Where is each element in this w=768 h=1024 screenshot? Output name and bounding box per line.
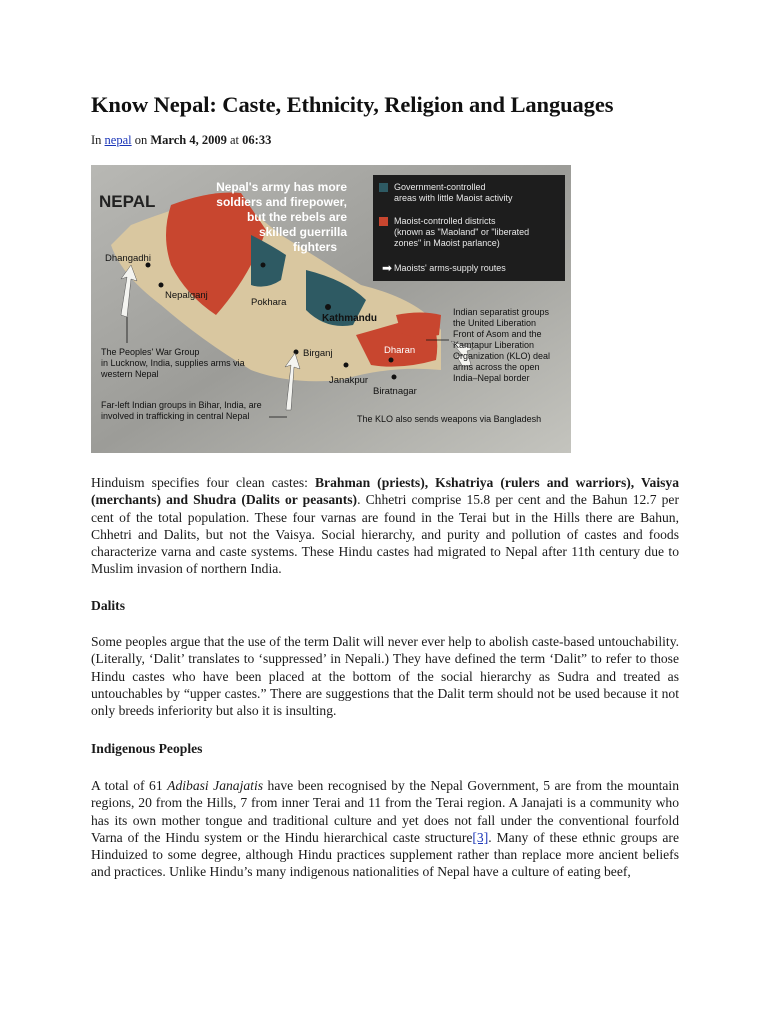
annotation-text: western Nepal <box>101 369 159 379</box>
meta-at-label: at <box>230 133 240 147</box>
legend-routes-text: Maoists' arms-supply routes <box>394 263 506 273</box>
italic-term: Adibasi Janajatis <box>167 778 264 793</box>
bold-castes: Brahman (priests), Kshatriya (rulers and warriors), Vaisya (merchants) and Shudra (Dalits or peasants) <box>91 475 679 508</box>
annotation-text: Far-left Indian groups in Bihar, India, are <box>101 400 262 410</box>
legend-swatch-maoist <box>379 217 388 226</box>
city-label: Nepalganj <box>165 290 208 301</box>
paragraph-dalits: Some peoples argue that the use of the term Dalit will never ever help to abolish caste-based untouchability. (Literally, ‘Dalit’ translates to ‘suppressed’ in Nepali.) They have defined the term ‘Dalit” to refer to those Hindu castes who have been placed at the bottom of the social hierarchy as Sudra and treated as untouchables by “upper castes.” There are suggestions that the Dalit term should not be used because it not only breeds inferiority but also it is insulting. <box>91 634 679 719</box>
text-span: . Many of these ethnic groups are Hinduized to some degree, although Hindu practices supplement rather than replace more ancient beliefs and practices. Unlike Hindu’s many indigenous nationalities of Nepal have a culture of eating beef, <box>91 829 679 880</box>
annotation-text: in Lucknow, India, supplies arms via <box>101 358 245 368</box>
category-link[interactable]: nepal <box>104 133 132 147</box>
city-label: Dharan <box>384 345 416 356</box>
city-label: Birganj <box>303 348 333 359</box>
legend-gov-text: areas with little Maoist activity <box>394 193 513 203</box>
annotation-text: Organization (KLO) deal <box>453 351 551 361</box>
legend-maoist-text: zones" in Maoist parlance) <box>394 238 500 248</box>
city-label: Kathmandu <box>322 313 377 324</box>
text-span: Hinduism specifies four clean castes: <box>91 475 315 490</box>
heading-dalits: Dalits <box>91 598 125 613</box>
annotation-text: involved in trafficking in central Nepal <box>101 411 250 421</box>
annotation-text: The KLO also sends weapons via Bangladesh <box>357 414 542 424</box>
city-label: Biratnagar <box>373 386 417 397</box>
meta-in-label: In <box>91 133 102 147</box>
article-title: Know Nepal: Caste, Ethnicity, Religion and Languages <box>91 92 614 117</box>
map-country-label: NEPAL <box>99 192 156 211</box>
map-headline-line: but the rebels are <box>246 210 347 224</box>
annotation-text: The Peoples' War Group <box>101 347 200 357</box>
city-label: Dhangadhi <box>105 253 151 264</box>
legend-gov-text: Government-controlled <box>394 182 486 192</box>
city-dot <box>389 358 394 363</box>
footnote-link[interactable]: [3] <box>472 829 489 845</box>
map-legend <box>373 175 565 281</box>
text-span: . Chhetri comprise 15.8 per cent and the Bahun 12.7 per cent of the total population. These four varnas are found in the Terai but in the Hills there are Bahun, Chhetri and Dalits, but not the Vaisya. Social hierarchy, and purity and pollution of castes and foods characterize varna and caste systems. These Hindu castes had migrated to Nepal after 11th century due to Muslim invasion of northern India. <box>91 492 679 577</box>
post-time: 06:33 <box>242 133 272 147</box>
legend-swatch-government <box>379 183 388 192</box>
text-span: have been recognised by the Nepal Government, 5 are from the mountain regions, 20 from the Hills, 7 from inner Terai and 11 from the Terai region. A Janajati is a community who has its own mother tongue and traditional culture and yet does not fall under the conventional fourfold Varna of the Hindu system or the Hindu hierarchical caste structure <box>91 778 679 845</box>
arrow-icon: ➡ <box>382 261 393 275</box>
legend-maoist-text: Maoist-controlled districts <box>394 216 496 226</box>
map-headline-line: fighters <box>292 240 337 254</box>
city-label: Janakpur <box>329 375 369 386</box>
article-meta <box>91 133 271 148</box>
city-dot <box>325 304 331 310</box>
heading-indigenous: Indigenous Peoples <box>91 741 203 756</box>
map-headline-line: skilled guerrilla <box>258 225 347 239</box>
paragraph-indigenous <box>91 777 679 881</box>
annotation-text: Front of Asom and the <box>453 329 542 339</box>
map-headline-line: soldiers and firepower, <box>216 195 347 209</box>
post-date: March 4, 2009 <box>150 133 227 147</box>
city-dot <box>344 363 349 368</box>
annotation-text: Kamtapur Liberation <box>453 340 535 350</box>
city-dot <box>159 283 164 288</box>
text-span: A total of 61 <box>91 778 168 793</box>
city-dot <box>261 263 266 268</box>
map-headline-line: Nepal's army has more <box>216 180 347 194</box>
maoist-region-northeast <box>396 313 441 338</box>
annotation-text: arms across the open <box>453 362 540 372</box>
annotation-text: India–Nepal border <box>453 373 530 383</box>
city-dot <box>392 375 397 380</box>
meta-on-label: on <box>134 133 148 147</box>
legend-maoist-text: (known as "Maoland" or "liberated <box>394 227 530 237</box>
annotation-text: the United Liberation <box>453 318 537 328</box>
paragraph-castes <box>91 474 679 578</box>
nepal-conflict-map <box>91 165 571 453</box>
annotation-text: Indian separatist groups <box>453 307 550 317</box>
city-label: Pokhara <box>251 297 287 308</box>
